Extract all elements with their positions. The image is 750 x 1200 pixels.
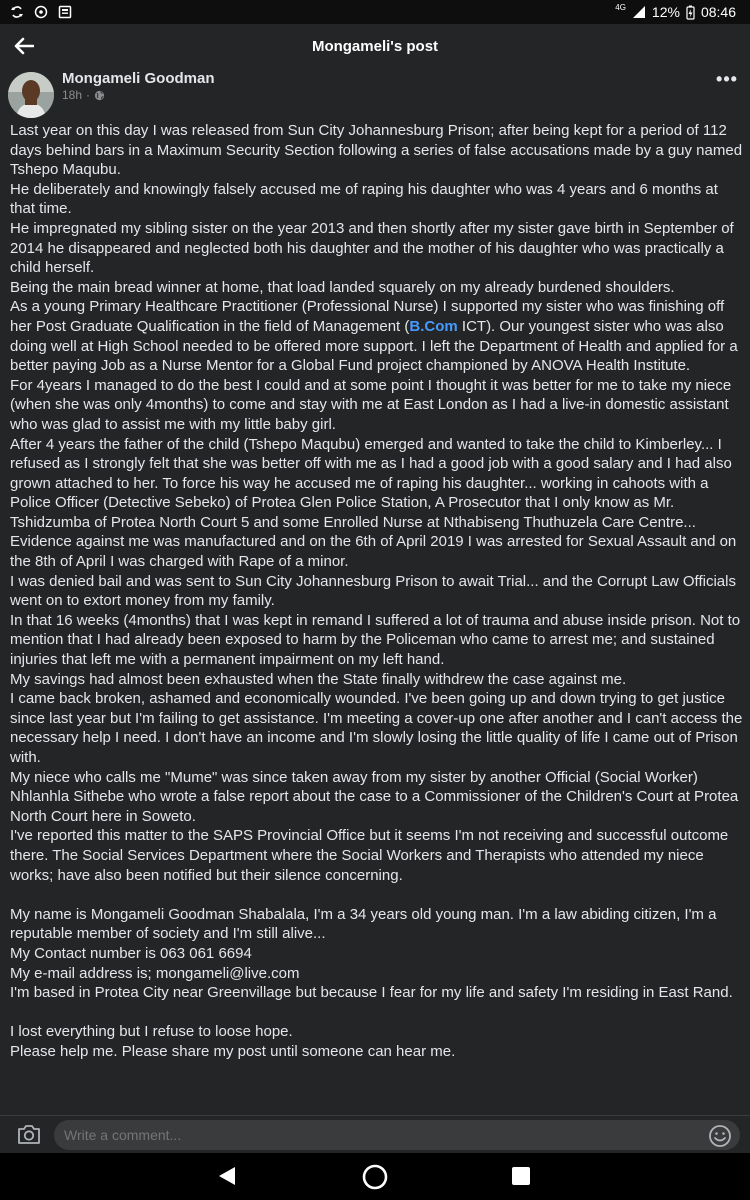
post-paragraph bbox=[10, 670, 745, 690]
news-icon bbox=[58, 5, 72, 19]
comment-input[interactable] bbox=[54, 1120, 740, 1150]
more-options-button[interactable]: ••• bbox=[716, 69, 738, 89]
emoji-button[interactable] bbox=[708, 1124, 732, 1148]
paragraph-gap bbox=[10, 885, 745, 905]
paragraph-text: My Contact number is 063 061 6694 bbox=[10, 944, 252, 962]
system-navigation-bar bbox=[0, 1153, 750, 1200]
square-recents-icon bbox=[511, 1166, 531, 1186]
smiley-icon bbox=[708, 1124, 732, 1148]
status-system-area bbox=[615, 4, 736, 20]
paragraph-text: Being the main bread winner at home, that load landed squarely on my already burdened shoulders. bbox=[10, 278, 675, 296]
inline-link[interactable]: B.Com bbox=[409, 317, 458, 335]
post-paragraph bbox=[10, 826, 745, 885]
battery-percent: 12% bbox=[651, 4, 680, 20]
comment-bar bbox=[0, 1115, 750, 1153]
signal-icon bbox=[632, 5, 646, 19]
post-paragraph bbox=[10, 1042, 745, 1062]
post-paragraph bbox=[10, 964, 745, 984]
network-type: 4G bbox=[615, 2, 626, 12]
camera-button[interactable] bbox=[16, 1122, 42, 1148]
paragraph-text: I lost everything but I refuse to loose hope. bbox=[10, 1023, 293, 1041]
post-paragraph bbox=[10, 572, 745, 611]
post-paragraph bbox=[10, 121, 745, 180]
post-meta bbox=[62, 88, 105, 102]
paragraph-text: My niece who calls me "Mume" was since taken away from my sister by another Official (Social Worker) Nhlanhla Sithebe who wrote a false report about the case to a Commissioner of the Children's Court at Protea North Court here in Soweto. bbox=[10, 768, 739, 825]
paragraph-text: For 4years I managed to do the best I could and at some point I thought it was better for me to take my niece (when she was only 4months) to come and stay with me at East London as I had a live-in domestic assistant who was glad to assist me with my little baby girl. bbox=[10, 376, 732, 433]
status-bar bbox=[0, 0, 750, 24]
nav-back-button[interactable] bbox=[217, 1165, 237, 1192]
post-paragraph bbox=[10, 1022, 745, 1042]
whatsapp-icon bbox=[34, 5, 48, 19]
paragraph-gap bbox=[10, 1003, 745, 1023]
avatar[interactable] bbox=[8, 72, 54, 118]
nav-home-button[interactable] bbox=[362, 1164, 388, 1195]
post bbox=[0, 68, 750, 1115]
post-paragraph bbox=[10, 435, 745, 572]
paragraph-text: Please help me. Please share my post until someone can hear me. bbox=[10, 1042, 456, 1060]
sync-icon bbox=[10, 5, 24, 19]
clock: 08:46 bbox=[700, 4, 736, 20]
page-title: Mongameli's post bbox=[311, 37, 439, 55]
paragraph-text: I've reported this matter to the SAPS Provincial Office but it seems I'm not receiving and successful outcome there. The Social Services Department where the Social Workers and Therapists who attended my niece works; have also been notified but their silence concerning. bbox=[10, 827, 729, 884]
arrow-left-icon bbox=[14, 37, 34, 55]
paragraph-text: My name is Mongameli Goodman Shabalala, I'm a 34 years old young man. I'm a law abiding citizen, I'm a reputable member of society and I'm still alive... bbox=[10, 905, 717, 943]
app-header bbox=[0, 24, 750, 68]
post-paragraph bbox=[10, 278, 745, 298]
paragraph-text: As a young Primary Healthcare Practitioner (Professional Nurse) I supported my sister who was finishing off her Post Graduate Qualification in the field of Management ( bbox=[10, 298, 725, 335]
paragraph-text: I came back broken, ashamed and economically wounded. I've been going up and down trying to get justice since last year but I'm failing to get assistance. I'm meeting a cover-up one after another and I can't access the necessary help I need. I don't have an income and I'm slowly losing the little quality of life I came out of Prison with. bbox=[10, 690, 743, 766]
battery-charging-icon bbox=[686, 5, 695, 20]
post-time[interactable]: 18h bbox=[62, 88, 83, 102]
post-paragraph bbox=[10, 905, 745, 944]
post-text bbox=[10, 121, 745, 1062]
meta-separator: · bbox=[86, 88, 91, 102]
post-paragraph bbox=[10, 944, 745, 964]
paragraph-text: After 4 years the father of the child (Tshepo Maqubu) emerged and wanted to take the child to Kimberley... I refused as I strongly felt that she was better off with me as I had a good job with a good salary and I had also grown attached to her. To force his way he accused me of raping his daughter... working in cahoots with a Police Officer (Detective Sebeko) of Protea Glen Police Station, A Prosecutor that I only know as Mr. Tshidzumba of Protea North Court 5 and some Enrolled Nurse at Nthabiseng Thuthuzela Care Centre... Evidence against me was manufactured and on the 6th of April 2019 I was arrested for Sexual Assault and on the 8th of April I was charged with Rape of a minor. bbox=[10, 435, 737, 571]
back-button[interactable] bbox=[10, 32, 38, 60]
paragraph-text: My e-mail address is; mongameli@live.com bbox=[10, 964, 300, 982]
post-paragraph bbox=[10, 219, 745, 278]
status-notification-icons bbox=[10, 5, 72, 19]
author-name[interactable]: Mongameli Goodman bbox=[62, 70, 215, 87]
paragraph-text: ICT). Our youngest sister who was also doing well at High School needed to be offered more support. I left the Department of Health and applied for a better paying Job as a Nurse Mentor for a Global Fund project championed by ANOVA Health Institute. bbox=[10, 317, 738, 375]
avatar-image bbox=[8, 72, 54, 118]
post-paragraph bbox=[10, 180, 745, 219]
triangle-back-icon bbox=[217, 1165, 237, 1187]
circle-home-icon bbox=[362, 1164, 388, 1190]
paragraph-text: In that 16 weeks (4months) that I was kept in remand I suffered a lot of trauma and abuse inside prison. Not to mention that I had already been exposed to harm by the Policeman who came to arrest me; and sustained injuries that left me with a permanent impairment on my left hand. bbox=[10, 611, 741, 669]
post-paragraph bbox=[10, 768, 745, 827]
post-paragraph bbox=[10, 376, 745, 435]
paragraph-text: He deliberately and knowingly falsely accused me of raping his daughter who was 4 years and 6 months at that time. bbox=[10, 180, 718, 218]
paragraph-text: He impregnated my sibling sister on the year 2013 and then shortly after my sister gave birth in September of 2014 he disappeared and neglected both his daughter and the mother of his daughter who was practically a child herself. bbox=[10, 219, 734, 277]
globe-icon bbox=[94, 90, 105, 101]
paragraph-text: My savings had almost been exhausted when the State finally withdrew the case against me. bbox=[10, 670, 627, 688]
post-header bbox=[0, 68, 750, 118]
paragraph-text: I was denied bail and was sent to Sun City Johannesburg Prison to await Trial... and the Corrupt Law Officials went on to extort money from my family. bbox=[10, 572, 736, 610]
post-paragraph bbox=[10, 983, 745, 1003]
post-paragraph bbox=[10, 689, 745, 767]
post-paragraph bbox=[10, 297, 745, 375]
nav-recents-button[interactable] bbox=[511, 1166, 531, 1191]
paragraph-text: I'm based in Protea City near Greenvillage but because I fear for my life and safety I'm residing in East Rand. bbox=[10, 984, 733, 1002]
post-paragraph bbox=[10, 611, 745, 670]
camera-icon bbox=[16, 1122, 42, 1146]
paragraph-text: Last year on this day I was released from Sun City Johannesburg Prison; after being kept for a period of 112 days behind bars in a Maximum Security Section following a series of false accusations made by a guy named Tshepo Maqubu. bbox=[10, 122, 743, 179]
